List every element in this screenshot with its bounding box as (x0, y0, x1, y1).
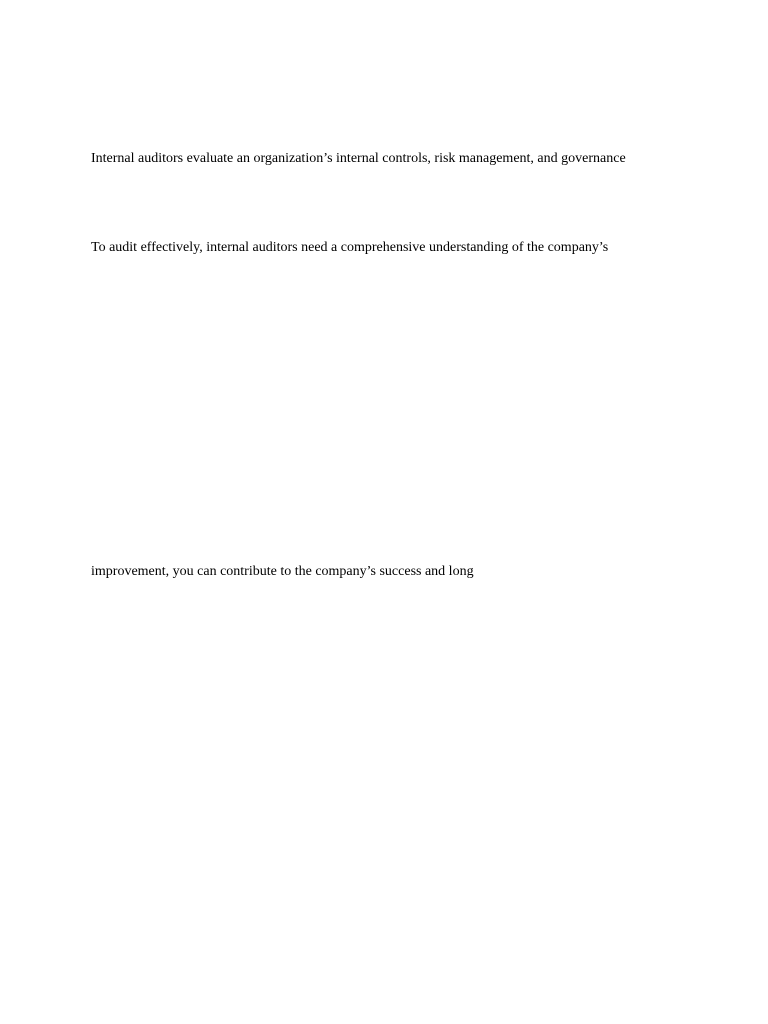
text-line-audit-effectively: To audit effectively, internal auditors need a comprehensive understanding of the company’s (91, 240, 609, 255)
text-line-improvement: improvement, you can contribute to the company’s success and long (91, 564, 474, 579)
text-line-auditors-evaluate: Internal auditors evaluate an organization’s internal controls, risk management, and governance (91, 151, 626, 166)
